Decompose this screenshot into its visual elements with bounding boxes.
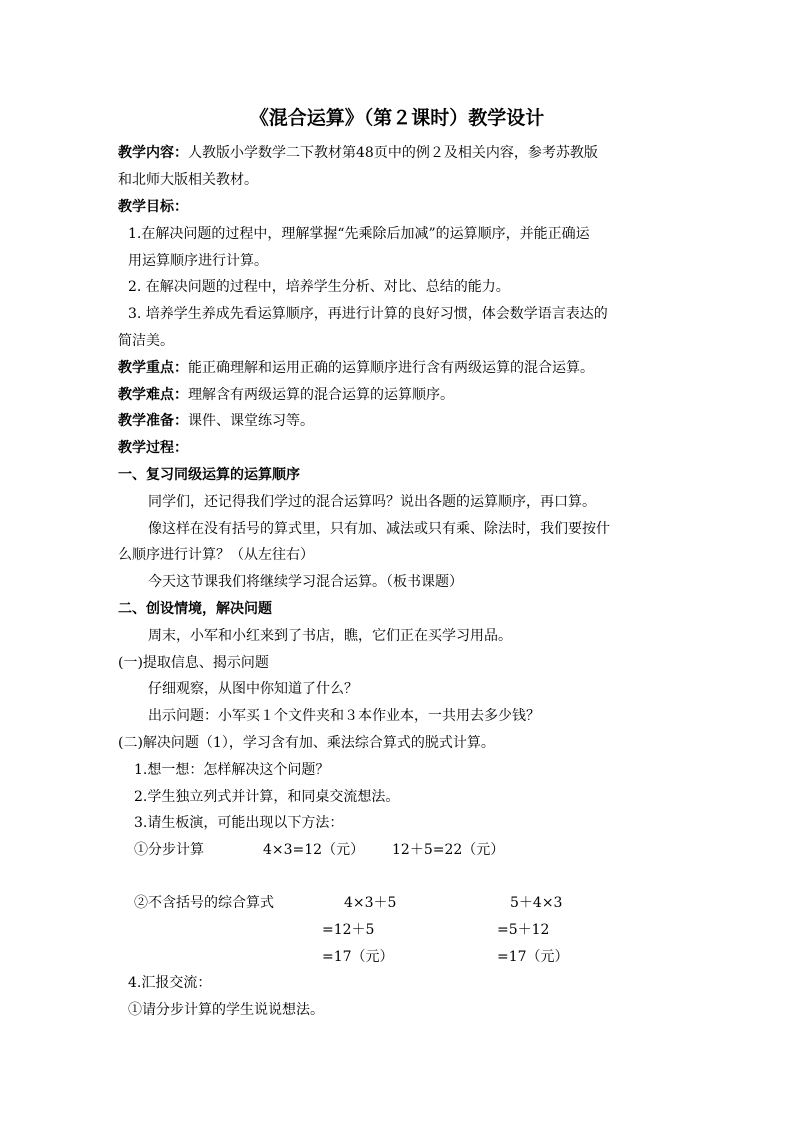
section-2-heading: 二、创设情境，解决问题 — [118, 601, 272, 617]
goal-1-line-2: 用运算顺序进行计算。 — [128, 253, 268, 269]
section-1-p2-line-2: 么顺序进行计算？（从左往右） — [118, 547, 314, 563]
goals-label: 教学目标： — [118, 199, 188, 215]
step-3: 3.请生板演，可能出现以下方法： — [134, 815, 344, 831]
section-2-p1: 周末，小军和小红来到了书店，瞧，它们正在买学习用品。 — [148, 628, 512, 644]
section-1-heading: 一、复习同级运算的运算顺序 — [118, 467, 300, 483]
difficulty — [118, 385, 454, 405]
section-1-p3: 今天这节课我们将继续学习混合运算。（板书课题） — [148, 574, 463, 590]
preparation-text: 课件、课堂练习等。 — [188, 413, 314, 429]
preparation-label: 教学准备： — [118, 413, 188, 429]
section-2-sub-1-p2: 出示问题：小军买１个文件夹和３本作业本，一共用去多少钱？ — [148, 708, 540, 724]
step-4: 4.汇报交流： — [128, 975, 212, 991]
section-2-sub-2: (二)解决问题（1），学习含有加、乘法综合算式的脱式计算。 — [118, 735, 495, 751]
key-point — [118, 358, 594, 378]
content-label: 教学内容： — [118, 145, 188, 161]
goal-2: 2. 在解决问题的过程中，培养学生分析、对比、总结的能力。 — [128, 279, 510, 295]
section-2-sub-1-p1: 仔细观察，从图中你知道了什么？ — [148, 681, 358, 697]
content-line-2: 和北师大版相关教材。 — [118, 172, 258, 188]
method-2b-line-1: 5＋4×3 — [510, 895, 563, 911]
section-1-p1: 同学们，还记得我们学过的混合运算吗？说出各题的运算顺序，再口算。 — [148, 494, 596, 510]
goal-3-line-2: 简洁美。 — [118, 333, 174, 349]
document-title: 《混合运算》（第２课时）教学设计 — [249, 107, 545, 129]
method-2a-line-3: =17（元） — [322, 949, 394, 965]
method-1-equation-2: 12＋5=22（元） — [392, 842, 505, 858]
content-text-1: 人教版小学数学二下教材第48页中的例２及相关内容，参考苏教版 — [188, 145, 598, 161]
content-line-1 — [118, 143, 598, 163]
difficulty-text: 理解含有两级运算的混合运算的运算顺序。 — [188, 387, 454, 403]
section-2-sub-1: (一)提取信息、揭示问题 — [118, 655, 269, 671]
method-2-label: ②不含括号的综合算式 — [134, 895, 274, 911]
method-1-equation-1: 4×3=12（元） — [263, 842, 365, 858]
step-2: 2.学生独立列式并计算，和同桌交流想法。 — [134, 789, 400, 805]
process-label: 教学过程： — [118, 440, 188, 456]
goal-1-line-1: 1.在解决问题的过程中，理解掌握“先乘除后加减”的运算顺序，并能正确运 — [128, 226, 590, 242]
key-point-text: 能正确理解和运用正确的运算顺序进行含有两级运算的混合运算。 — [188, 360, 594, 376]
method-2b-line-3: =17（元） — [497, 949, 569, 965]
step-4-p1: ①请分步计算的学生说说想法。 — [128, 1002, 324, 1018]
method-2a-line-2: =12＋5 — [322, 922, 375, 938]
key-point-label: 教学重点： — [118, 360, 188, 376]
method-2a-line-1: 4×3＋5 — [344, 895, 397, 911]
difficulty-label: 教学难点： — [118, 387, 188, 403]
goal-3-line-1: 3. 培养学生养成先看运算顺序，再进行计算的良好习惯，体会数学语言表达的 — [128, 306, 608, 322]
step-1: 1.想一想：怎样解决这个问题？ — [134, 762, 330, 778]
method-2b-line-2: =5＋12 — [497, 922, 550, 938]
method-1-label: ①分步计算 — [134, 842, 204, 858]
preparation — [118, 411, 314, 431]
section-1-p2-line-1: 像这样在没有括号的算式里，只有加、减法或只有乘、除法时，我们要按什 — [148, 521, 610, 537]
